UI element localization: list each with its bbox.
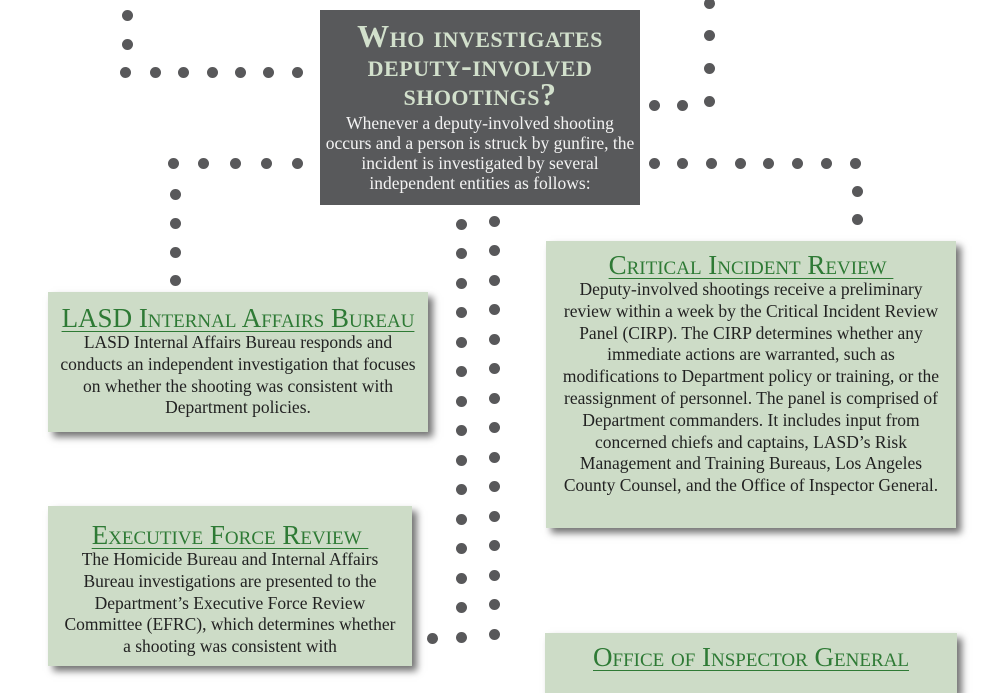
connector-dot	[170, 189, 181, 200]
card-title: Critical Incident Review	[608, 250, 894, 280]
connector-dot	[704, 63, 715, 74]
card-body: Deputy-involved shootings receive a preliminary review within a week by the Critical Incident Review Panel (CIRP). The CIRP determines whether any immediate actions are warranted, such as modifications to Department policy or training, or the reassignment of personnel. The panel is comprised of Department commanders. It includes input from concerned chiefs and captains, LASD’s Risk Management and Training Bureaus, Los Angeles County Counsel, and the Office of Inspector General.	[562, 279, 940, 496]
connector-dot	[456, 514, 467, 525]
connector-dot	[763, 158, 774, 169]
connector-dot	[456, 219, 467, 230]
connector-dot	[489, 511, 500, 522]
card-internal-affairs	[48, 292, 428, 432]
connector-dot	[456, 425, 467, 436]
connector-dot	[489, 304, 500, 315]
connector-dot	[704, 96, 715, 107]
connector-dot	[292, 158, 303, 169]
page-title: Who investigates deputy-involved shootings?	[357, 18, 603, 112]
connector-dot	[489, 540, 500, 551]
connector-dot	[456, 543, 467, 554]
connector-dot	[677, 158, 688, 169]
connector-dot	[292, 67, 303, 78]
connector-dot	[649, 100, 660, 111]
card-title: Executive Force Review	[91, 520, 369, 550]
connector-dot	[150, 67, 161, 78]
connector-dot	[821, 158, 832, 169]
connector-dot	[489, 216, 500, 227]
connector-dot	[489, 393, 500, 404]
connector-dot	[456, 366, 467, 377]
card-body: The Homicide Bureau and Internal Affairs Bureau investigations are presented to the Department’s Executive Force Review Committee (EFRC), which determines whether a shooting was consistent with	[64, 549, 396, 657]
connector-dot	[170, 247, 181, 258]
card-body: LASD Internal Affairs Bureau responds and conducts an independent investigation that focuses on whether the shooting was consistent with Department policies.	[60, 332, 416, 418]
connector-dot	[235, 67, 246, 78]
card-executive-force-review	[48, 506, 412, 666]
connector-dot	[207, 67, 218, 78]
connector-dot	[489, 599, 500, 610]
connector-dot	[489, 629, 500, 640]
connector-dot	[122, 10, 133, 21]
title-box	[320, 10, 640, 205]
connector-dot	[489, 334, 500, 345]
connector-dot	[456, 632, 467, 643]
connector-dot	[489, 275, 500, 286]
connector-dot	[198, 158, 209, 169]
connector-dot	[489, 245, 500, 256]
connector-dot	[489, 363, 500, 374]
connector-dot	[456, 573, 467, 584]
card-title: LASD Internal Affairs Bureau	[61, 303, 415, 333]
connector-dot	[735, 158, 746, 169]
connector-dot	[852, 214, 863, 225]
intro-text: Whenever a deputy-involved shooting occurs and a person is struck by gunfire, the incident is investigated by several independent entities as follows:	[325, 113, 635, 193]
connector-dot	[706, 158, 717, 169]
card-title: Office of Inspector General	[593, 642, 909, 672]
connector-dot	[170, 275, 181, 286]
connector-dot	[489, 452, 500, 463]
card-critical-incident-review	[546, 241, 956, 528]
connector-dot	[178, 67, 189, 78]
connector-dot	[427, 633, 438, 644]
connector-dot	[456, 396, 467, 407]
connector-dot	[489, 422, 500, 433]
connector-dot	[704, 30, 715, 41]
connector-dot	[649, 158, 660, 169]
connector-dot	[852, 186, 863, 197]
connector-dot	[456, 278, 467, 289]
connector-dot	[792, 158, 803, 169]
connector-dot	[122, 39, 133, 50]
connector-dot	[677, 100, 688, 111]
connector-dot	[120, 67, 131, 78]
connector-dot	[456, 248, 467, 259]
connector-dot	[170, 218, 181, 229]
connector-dot	[850, 158, 861, 169]
connector-dot	[230, 158, 241, 169]
card-office-of-inspector-general	[545, 633, 957, 693]
connector-dot	[168, 158, 179, 169]
connector-dot	[263, 67, 274, 78]
connector-dot	[456, 484, 467, 495]
connector-dot	[456, 602, 467, 613]
connector-dot	[489, 570, 500, 581]
connector-dot	[704, 0, 715, 9]
connector-dot	[456, 455, 467, 466]
connector-dot	[261, 158, 272, 169]
connector-dot	[456, 337, 467, 348]
connector-dot	[456, 307, 467, 318]
connector-dot	[489, 481, 500, 492]
